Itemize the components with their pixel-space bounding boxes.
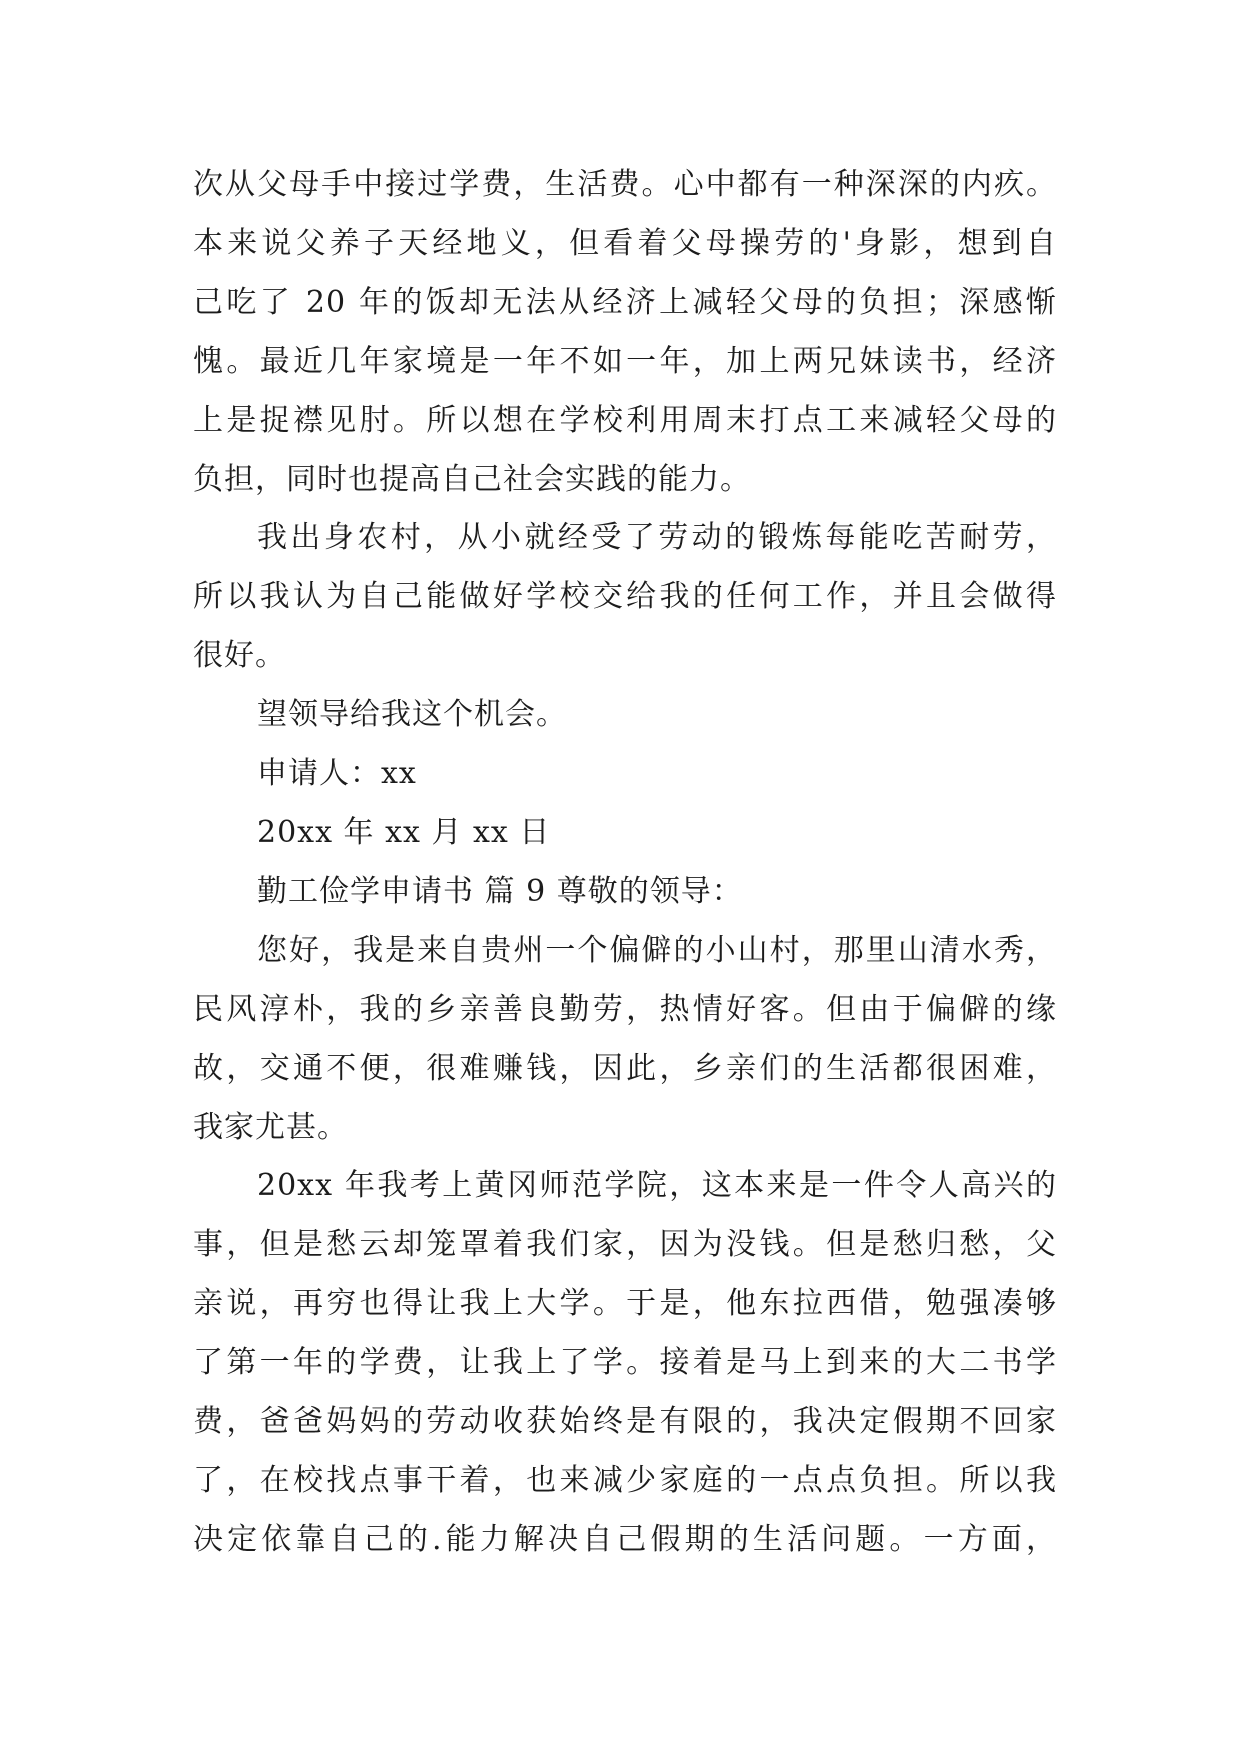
- date-line: [193, 804, 1057, 863]
- paragraph: [193, 686, 1057, 745]
- text-line: 次从父母手中接过学费，生活费。心中都有一种深深的内疚。: [193, 167, 1057, 202]
- text-line: 负担，同时也提高自己社会实践的能力。: [193, 461, 751, 497]
- text-line: 我出身农村，从小就经受了劳动的锻炼每能吃苦耐劳，: [257, 520, 1057, 556]
- document-body: [193, 156, 1057, 1570]
- text-line: 所以我认为自己能做好学校交给我的任何工作，并且会做得: [193, 579, 1057, 615]
- paragraph: [193, 156, 1057, 509]
- text-line: 很好。: [193, 638, 286, 674]
- text-line: 本来说父养子天经地义，但看着父母操劳的'身影，想到自: [193, 225, 1057, 261]
- text-line: 民风淳朴，我的乡亲善良勤劳，热情好客。但由于偏僻的缘: [193, 991, 1057, 1027]
- text-line: 我家尤甚。: [193, 1109, 348, 1145]
- text-line: 故，交通不便，很难赚钱，因此，乡亲们的生活都很困难，: [193, 1050, 1057, 1086]
- text-line: 20xx 年 xx 月 xx 日: [257, 814, 551, 850]
- applicant-line: [193, 745, 1057, 804]
- text-line: 己吃了 20 年的饭却无法从经济上减轻父母的负担；深感惭: [193, 284, 1057, 320]
- text-line: 愧。最近几年家境是一年不如一年，加上两兄妹读书，经济: [193, 343, 1057, 379]
- text-line: 您好，我是来自贵州一个偏僻的小山村，那里山清水秀，: [257, 932, 1057, 968]
- text-line: 了，在校找点事干着，也来减少家庭的一点点负担。所以我: [193, 1462, 1057, 1498]
- text-line: 望领导给我这个机会。: [257, 697, 567, 733]
- text-line: 费，爸爸妈妈的劳动收获始终是有限的，我决定假期不回家: [193, 1404, 1057, 1440]
- text-line: 了第一年的学费，让我上了学。接着是马上到来的大二书学: [193, 1345, 1057, 1381]
- section-heading: [193, 863, 1057, 922]
- text-line: 20xx 年我考上黄冈师范学院，这本来是一件令人高兴的: [257, 1168, 1057, 1204]
- paragraph: [193, 509, 1057, 686]
- text-line: 勤工俭学申请书 篇 9 尊敬的领导：: [257, 873, 743, 909]
- text-line: 申请人：xx: [257, 756, 417, 792]
- text-line: 亲说，再穷也得让我上大学。于是，他东拉西借，勉强凑够: [193, 1286, 1057, 1322]
- paragraph: [193, 922, 1057, 1158]
- paragraph: [193, 1157, 1057, 1569]
- text-line: 上是捉襟见肘。所以想在学校利用周末打点工来减轻父母的: [193, 402, 1057, 438]
- text-line: 决定依靠自己的.能力解决自己假期的生活问题。一方面，: [193, 1521, 1057, 1557]
- text-line: 事，但是愁云却笼罩着我们家，因为没钱。但是愁归愁，父: [193, 1227, 1057, 1263]
